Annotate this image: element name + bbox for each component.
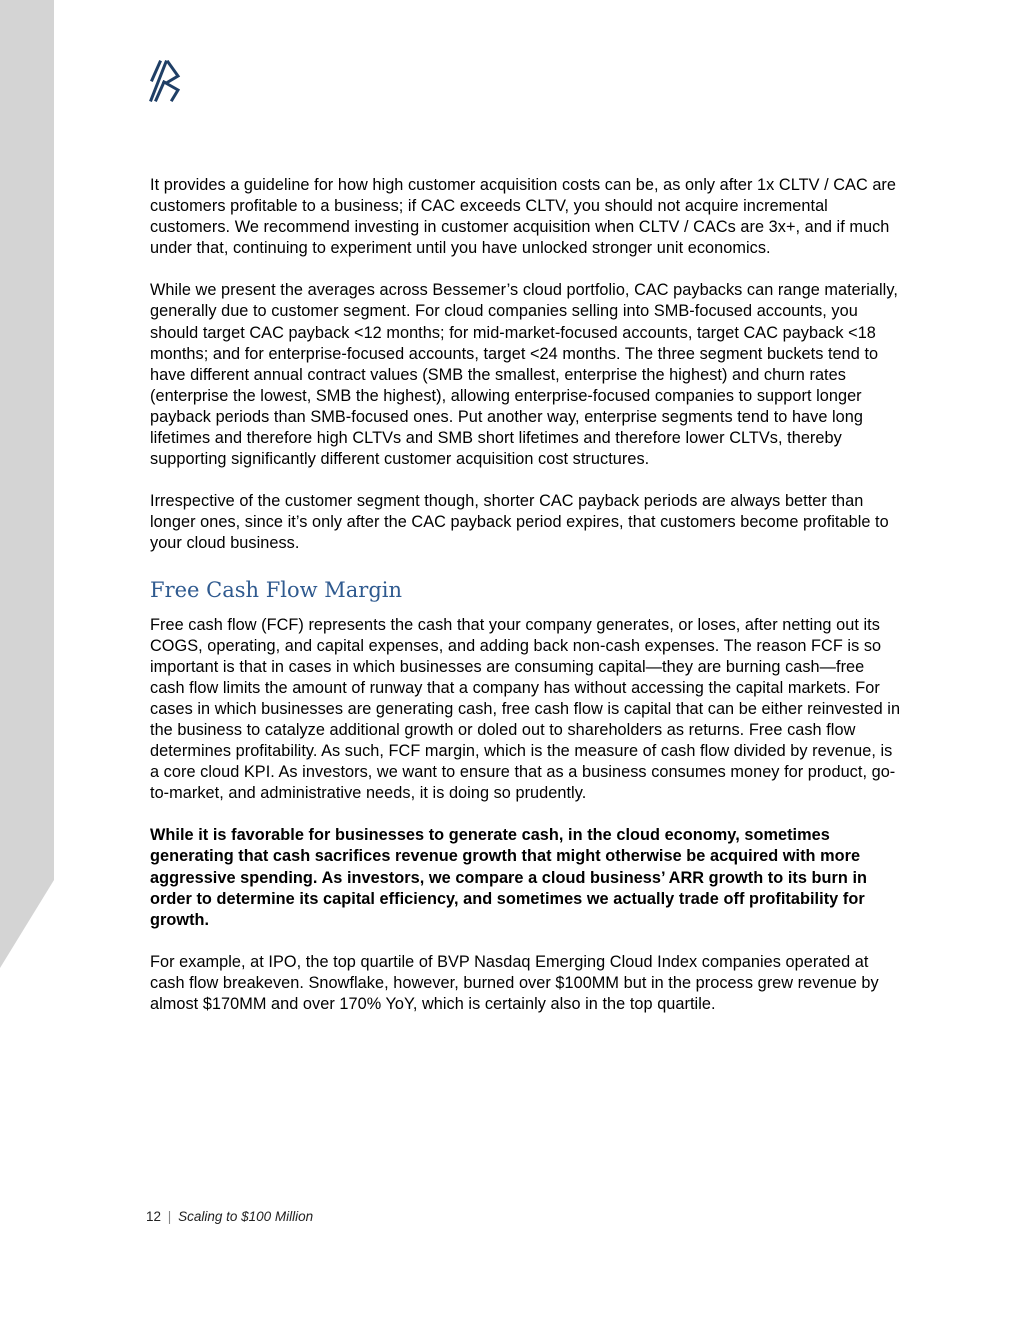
section-heading-fcf-margin: Free Cash Flow Margin xyxy=(150,577,403,602)
paragraph-shorter-payback: Irrespective of the customer segment though, shorter CAC payback periods are always better than longer ones, since it’s only after the CAC payback period expires, that customers become profitable to your cloud business. xyxy=(150,492,889,553)
footer-separator: | xyxy=(167,1209,172,1224)
paragraph-snowflake-example: For example, at IPO, the top quartile of BVP Nasdaq Emerging Cloud Index companies operated at cash flow breakeven. Snowflake, however, burned over $100MM but in the process grew revenue by almost $170MM and over 170% YoY, which is certainly also in the top quartile. xyxy=(150,952,879,1013)
paragraph-fcf-definition: Free cash flow (FCF) represents the cash that your company generates, or loses, after netting out its COGS, operating, and capital expenses, and adding back non-cash expenses. The reason FCF is so important is that in cases in which businesses are consuming capital—they are burning cash—free cash flow limits the amount of runway that a company has without accessing the capital markets. For cases in which businesses are generating cash, free cash flow is capital that can be either reinvested in the business to catalyze additional growth or doled out to shareholders as returns. Free cash flow determines profitability. As such, FCF margin, which is the measure of cash flow divided by revenue, is a core cloud KPI. As investors, we want to ensure that as a business consumes money for product, go-to-market, and administrative needs, it is doing so prudently. xyxy=(150,615,901,803)
paragraph-cac-payback-segments: While we present the averages across Bessemer’s cloud portfolio, CAC paybacks can range materially, generally due to customer segment. For cloud companies selling into SMB-focused accounts, you should target CAC payback <12 months; for mid-market-focused accounts, target CAC payback <18 months; and for enterprise-focused accounts, target <24 months. The three segment buckets tend to have different annual contract values (SMB the smallest, enterprise the highest) and churn rates (enterprise the lowest, SMB the highest), allowing enterprise-focused companies to support longer payback periods than SMB-focused ones. Put another way, enterprise segments tend to have long lifetimes and therefore high CLTVs and SMB short lifetimes and therefore lower CLTVs, thereby supporting significantly different customer acquisition cost structures. xyxy=(150,281,898,469)
document-title: Scaling to $100 Million xyxy=(178,1209,314,1224)
paragraph-cltv-cac-guideline: It provides a guideline for how high customer acquisition costs can be, as only after 1x CLTV / CAC are customers profitable to a business; if CAC exceeds CLTV, you should not acquire incremental customers. We recommend investing in customer acquisition when CLTV / CACs are 3x+, and if much under that, continuing to experiment until you have unlocked stronger unit economics. xyxy=(150,176,897,258)
page-number: 12 xyxy=(146,1209,162,1224)
decorative-side-band xyxy=(0,0,60,980)
paragraph-fcf-growth-tradeoff: While it is favorable for businesses to generate cash, in the cloud economy, sometimes generating that cash sacrifices revenue growth that might otherwise be acquired with more aggressive spending. As investors, we compare a cloud business’ ARR growth to its burn in order to determine its capital efficiency, and sometimes we actually trade off profitability for growth. xyxy=(150,826,868,929)
document-body xyxy=(150,175,902,1036)
page-footer xyxy=(146,1209,313,1224)
bessemer-logo-icon xyxy=(148,60,182,104)
